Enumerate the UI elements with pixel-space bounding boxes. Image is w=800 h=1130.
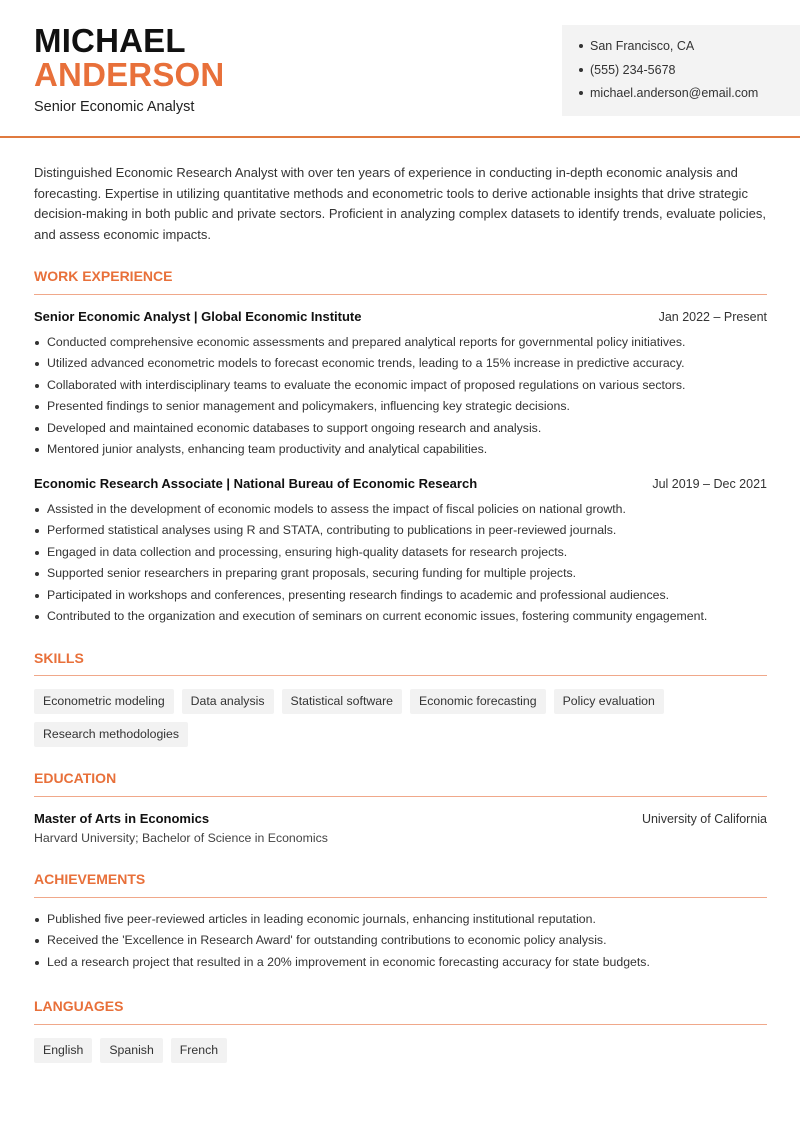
school: University of California — [641, 812, 767, 826]
first-name: MICHAEL — [34, 22, 186, 59]
skill-chip: Data analysis — [182, 689, 274, 714]
bullet-item: Developed and maintained economic databases to support ongoing research and analysis. — [34, 418, 767, 439]
job-bullets — [34, 332, 767, 460]
job-bullets — [34, 499, 767, 627]
job-dates: Jan 2022 – Present — [658, 310, 767, 324]
bullet-item: Performed statistical analyses using R and STATA, contributing to publications in peer-reviewed journals. — [34, 520, 767, 541]
job-role: Economic Research Associate | National Bureau of Economic Research — [34, 476, 478, 491]
summary-paragraph: Distinguished Economic Research Analyst with over ten years of experience in conducting in-depth economic analysis and forecasting. Expertise in utilizing quantitative methods and econometric tools to derive actionable insights that drive strategic decision-making in both public and private sectors. Proficient in analyzing complex datasets to identify trends, evaluate policies, and assess economic impacts. — [34, 165, 767, 243]
job-dates: Jul 2019 – Dec 2021 — [652, 477, 767, 491]
bullet-item: Contributed to the organization and execution of seminars on current economic issues, fostering community engagement. — [34, 606, 767, 627]
bullet-item: Supported senior researchers in preparing grant proposals, securing funding for multiple projects. — [34, 563, 767, 584]
languages-list — [34, 1038, 767, 1063]
skill-chip: Statistical software — [282, 689, 403, 714]
section-divider — [34, 294, 767, 295]
skill-chip: Economic forecasting — [410, 689, 546, 714]
bullet-item: Mentored junior analysts, enhancing team productivity and analytical capabilities. — [34, 439, 767, 460]
section-title-education: EDUCATION — [34, 770, 117, 786]
bullet-item: Utilized advanced econometric models to forecast economic trends, leading to a 15% increase in predictive accuracy. — [34, 353, 767, 374]
job-header — [34, 309, 767, 324]
achievement-item: Published five peer-reviewed articles in leading economic journals, enhancing institutional reputation. — [34, 909, 767, 930]
bullet-item: Conducted comprehensive economic assessments and prepared analytical reports for governmental policy initiatives. — [34, 332, 767, 353]
bullet-item: Engaged in data collection and processing, ensuring high-quality datasets for research projects. — [34, 542, 767, 563]
section-title-achievements: ACHIEVEMENTS — [34, 871, 146, 887]
bullet-item: Assisted in the development of economic models to assess the impact of fiscal policies on national growth. — [34, 499, 767, 520]
achievement-item: Led a research project that resulted in a 20% improvement in economic forecasting accuracy for state budgets. — [34, 952, 767, 973]
last-name: ANDERSON — [34, 56, 225, 93]
job-role: Senior Economic Analyst | Global Economic Institute — [34, 309, 362, 324]
section-divider — [34, 897, 767, 898]
contact-email[interactable]: michael.anderson@email.com — [579, 86, 758, 100]
resume-header — [0, 0, 800, 138]
education-details: Harvard University; Bachelor of Science in Economics — [34, 831, 328, 845]
contact-location: San Francisco, CA — [579, 39, 694, 53]
job-header — [34, 476, 767, 491]
language-chip: Spanish — [100, 1038, 162, 1063]
skill-chip: Policy evaluation — [554, 689, 664, 714]
bullet-item: Participated in workshops and conferences, presenting research findings to academic and professional audiences. — [34, 585, 767, 606]
language-chip: French — [171, 1038, 227, 1063]
contact-box — [562, 25, 800, 116]
section-divider — [34, 1024, 767, 1025]
section-title-skills: SKILLS — [34, 650, 84, 666]
section-title-work: WORK EXPERIENCE — [34, 268, 173, 284]
skills-list — [34, 689, 767, 747]
bullet-item: Collaborated with interdisciplinary teams to evaluate the economic impact of proposed regulations on various sectors. — [34, 375, 767, 396]
contact-phone[interactable]: (555) 234-5678 — [579, 63, 675, 77]
section-divider — [34, 796, 767, 797]
job-title: Senior Economic Analyst — [34, 99, 195, 115]
section-title-languages: LANGUAGES — [34, 998, 124, 1014]
achievement-item: Received the 'Excellence in Research Award' for outstanding contributions to economic policy analysis. — [34, 930, 767, 951]
bullet-item: Presented findings to senior management and policymakers, influencing key strategic decisions. — [34, 396, 767, 417]
skill-chip: Research methodologies — [34, 722, 188, 747]
achievements-list — [34, 909, 767, 973]
section-divider — [34, 675, 767, 676]
education-header — [34, 811, 767, 826]
language-chip: English — [34, 1038, 92, 1063]
degree: Master of Arts in Economics — [34, 811, 210, 826]
skill-chip: Econometric modeling — [34, 689, 174, 714]
